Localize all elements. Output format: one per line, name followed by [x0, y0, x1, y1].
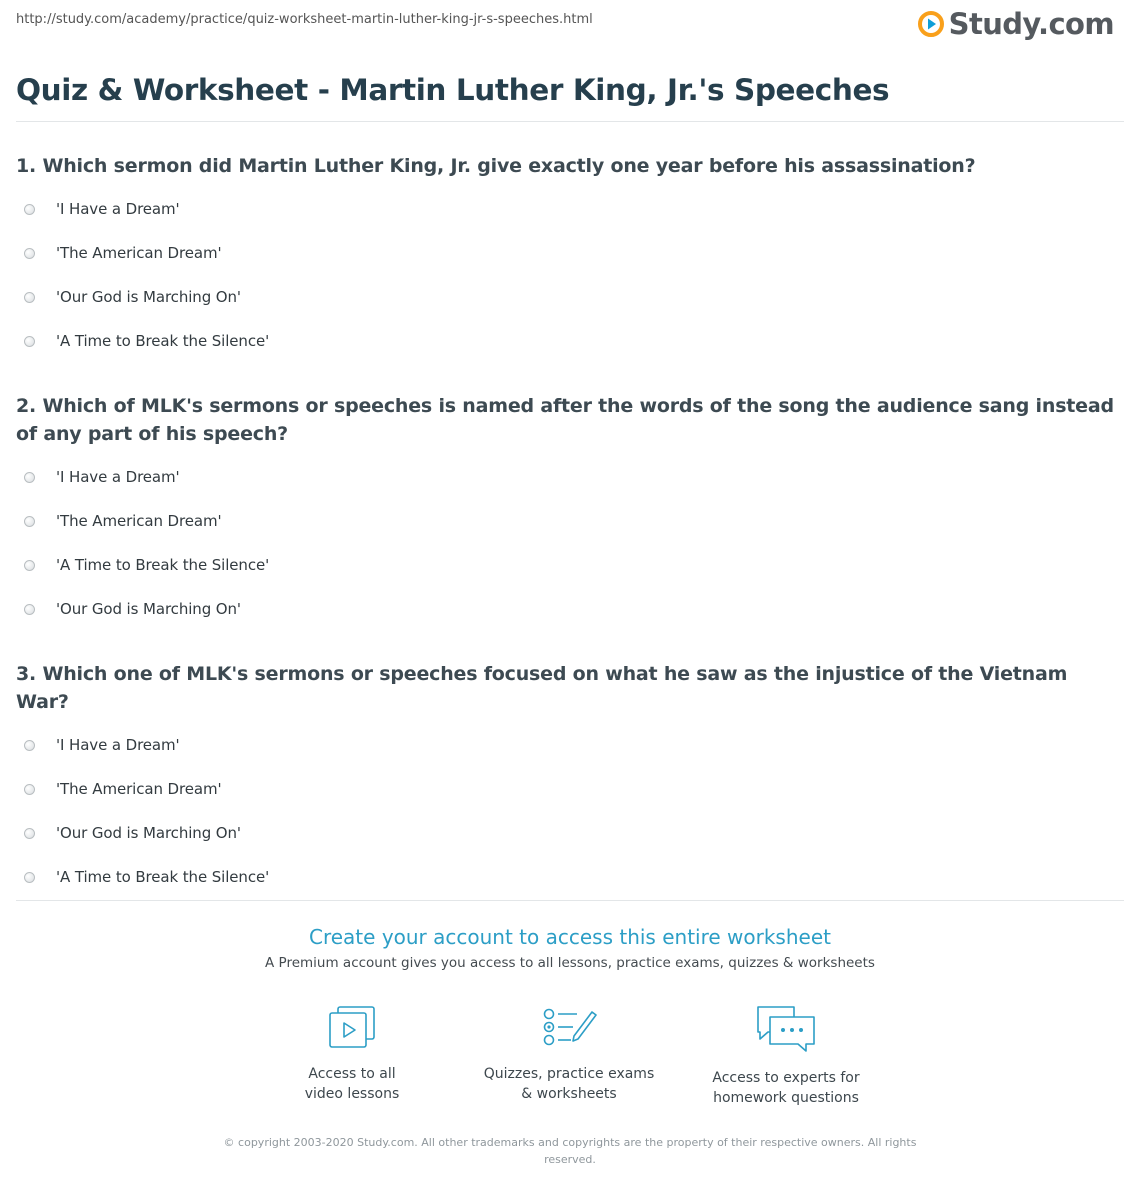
radio-button[interactable]: [24, 740, 35, 751]
feature-label: Quizzes, practice exams: [483, 1066, 655, 1082]
answer-label: 'Our God is Marching On': [56, 288, 241, 306]
answer-label: 'The American Dream': [56, 512, 222, 530]
radio-button[interactable]: [24, 872, 35, 883]
answer-option[interactable]: [16, 455, 1116, 499]
answer-label: 'Our God is Marching On': [56, 824, 241, 842]
question-text: 3. Which one of MLK's sermons or speeches focused on what he saw as the injustice of the Vietnam War?: [16, 663, 1068, 713]
question-2: [16, 392, 1116, 631]
answer-option[interactable]: [16, 275, 1116, 319]
feature-experts: [686, 1004, 886, 1108]
answer-option[interactable]: [16, 499, 1116, 543]
cta-title[interactable]: Create your account to access this entire worksheet: [309, 925, 831, 949]
question-text: 2. Which of MLK's sermons or speeches is named after the words of the song the audience sang instead of any part of his speech?: [16, 395, 1114, 445]
answer-label: 'I Have a Dream': [56, 200, 180, 218]
answer-option[interactable]: [16, 767, 1116, 811]
page-url[interactable]: http://study.com/academy/practice/quiz-worksheet-martin-luther-king-jr-s-speeches.html: [16, 12, 593, 27]
logo-text: Study.com: [948, 7, 1114, 41]
question-1: [16, 152, 1116, 363]
answer-label: 'A Time to Break the Silence': [56, 556, 270, 574]
radio-button[interactable]: [24, 828, 35, 839]
feature-label: & worksheets: [521, 1086, 617, 1102]
quiz-checklist-icon: [539, 1004, 599, 1050]
play-circle-icon: [918, 11, 944, 37]
feature-label: video lessons: [304, 1086, 400, 1102]
chat-bubbles-icon: [754, 1004, 818, 1054]
radio-button[interactable]: [24, 604, 35, 615]
answer-label: 'A Time to Break the Silence': [56, 868, 270, 886]
cta-divider: [16, 900, 1124, 901]
radio-button[interactable]: [24, 784, 35, 795]
feature-label: Access to experts for: [712, 1070, 860, 1086]
answer-label: 'I Have a Dream': [56, 736, 180, 754]
study-logo[interactable]: [918, 8, 1114, 40]
radio-button[interactable]: [24, 472, 35, 483]
answer-label: 'The American Dream': [56, 780, 222, 798]
answer-option[interactable]: [16, 723, 1116, 767]
radio-button[interactable]: [24, 204, 35, 215]
radio-button[interactable]: [24, 248, 35, 259]
answer-option[interactable]: [16, 587, 1116, 631]
title-divider: [16, 121, 1124, 122]
answer-option[interactable]: [16, 231, 1116, 275]
page-title: Quiz & Worksheet - Martin Luther King, Jr.'s Speeches: [16, 73, 890, 107]
radio-button[interactable]: [24, 560, 35, 571]
feature-quizzes: [469, 1004, 669, 1104]
signup-cta: [16, 924, 1124, 972]
feature-label: homework questions: [713, 1090, 859, 1106]
answer-label: 'A Time to Break the Silence': [56, 332, 270, 350]
radio-button[interactable]: [24, 516, 35, 527]
answer-label: 'Our God is Marching On': [56, 600, 241, 618]
video-lessons-icon: [326, 1004, 378, 1050]
copyright-line: reserved.: [544, 1153, 596, 1166]
copyright-notice: [16, 1134, 1124, 1168]
answer-option[interactable]: [16, 543, 1116, 587]
answer-option[interactable]: [16, 855, 1116, 899]
question-3: [16, 660, 1116, 899]
answer-label: 'I Have a Dream': [56, 468, 180, 486]
feature-label: Access to all: [308, 1066, 396, 1082]
feature-video-lessons: [252, 1004, 452, 1104]
question-text: 1. Which sermon did Martin Luther King, Jr. give exactly one year before his assassination?: [16, 155, 976, 177]
radio-button[interactable]: [24, 292, 35, 303]
answer-option[interactable]: [16, 187, 1116, 231]
answer-option[interactable]: [16, 319, 1116, 363]
answer-label: 'The American Dream': [56, 244, 222, 262]
copyright-line: © copyright 2003-2020 Study.com. All other trademarks and copyrights are the property of their respective owners. All rights: [223, 1136, 917, 1149]
radio-button[interactable]: [24, 336, 35, 347]
cta-subtitle: A Premium account gives you access to all lessons, practice exams, quizzes & worksheets: [265, 955, 875, 971]
answer-option[interactable]: [16, 811, 1116, 855]
